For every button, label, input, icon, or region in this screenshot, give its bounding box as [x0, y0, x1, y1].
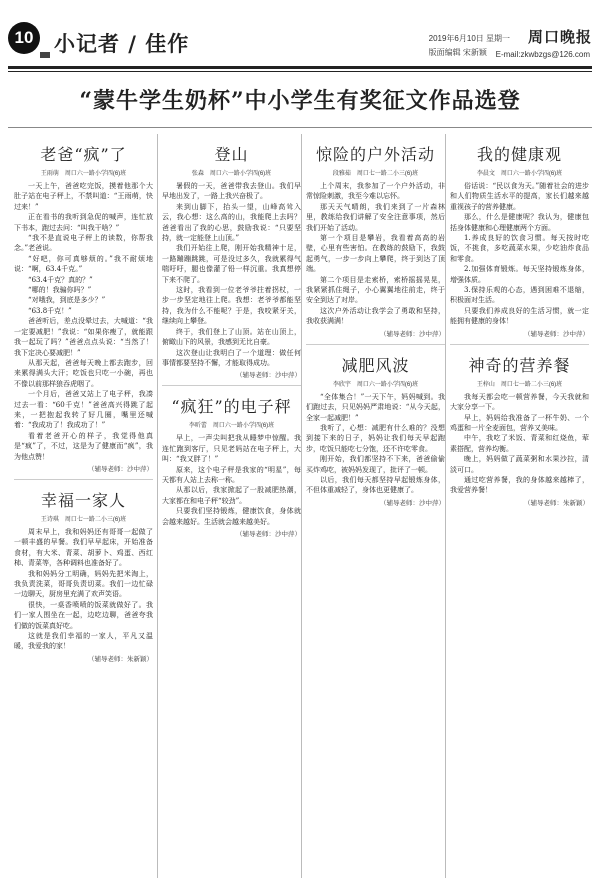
article-title: 惊险的户外活动 [315, 145, 435, 164]
article-paragraph: 周末早上，我和妈妈还有哥哥一起做了一顿丰盛的早餐。我们早早起床，开始准备食材，有大米、青菜、胡萝卜、鸡蛋、西红柿、青菜等，各种调料也准备好了。 [14, 527, 153, 568]
article-paragraph: 原来，这个电子秤是我家的“明星”，每天都有人站上去称一称。 [162, 465, 301, 484]
article-paragraph: 终于，我们登上了山顶。站在山顶上，俯瞰山下的风景，我感到无比自豪。 [162, 327, 301, 347]
column-3 [306, 134, 445, 886]
article [306, 142, 445, 338]
article-paragraph: “63.8千克！” [28, 306, 72, 315]
article-paragraph: 暑假的一天，爸爸带我去登山。我们早早地出发了，一路上我兴奋极了。 [162, 182, 301, 201]
article-paragraph: 上个周末，我参加了一个户外活动，非常惊险刺激，我至今难以忘怀。 [306, 182, 445, 201]
article [162, 394, 301, 538]
article-separator [450, 344, 589, 345]
article-byline: 张森 周口六一路小学四(6)班 [191, 171, 272, 177]
editor-credit: 版面编辑 宋新颖 [428, 48, 487, 57]
article [14, 142, 153, 473]
article-paragraph: 我和妈妈分工明确，妈妈先把米淘上，我负责洗菜，哥哥负责切菜。我们一边忙碌一边聊天，厨房里充满了欢声笑语。 [14, 569, 153, 599]
article-teacher: （辅导老师：沙中萍） [236, 529, 301, 538]
article-separator [14, 479, 153, 480]
page-title: “蒙牛学生奶杯”中小学生有奖征文作品选登 [79, 88, 521, 114]
article-paragraph: 第一个项目是攀岩，我看着高高的岩壁，心里有些害怕。在教练的鼓励下，我鼓起勇气，一步一步向上攀爬，终于到达了顶端。 [306, 234, 445, 274]
article-paragraph: 晚上，妈妈做了蔬菜粥和水果沙拉，清淡可口。 [450, 455, 589, 474]
article-paragraph: “对哦我，到底是多少？” [28, 296, 106, 305]
article-paragraph: 爸爸听后，差点没晕过去，大喊道：“我一定要减肥！”我说：“如果你瘦了，就能跟我一起玩了吗？”爸爸点点头说：“当然了！我下定决心要减肥！” [14, 317, 153, 357]
column-2 [162, 134, 301, 886]
article-paragraph: 刚开始，我们都坚持不下来，爸爸偷偷买炸鸡吃，被妈妈发现了，批评了一顿。 [306, 455, 445, 474]
article-byline: 王诗琪 周口七一路二小三(6)班 [40, 516, 127, 523]
section-pin-decoration [40, 52, 50, 58]
article-paragraph: 那天天气晴朗，我们来到了一片森林里，教练给我们讲解了安全注意事项，然后我们开始了活动。 [306, 202, 445, 232]
article-paragraph: 从那天起，爸爸每天晚上都去跑步，回来累得满头大汗；吃饭也只吃一小碗，再也不像以前那样狼吞虎咽了。 [14, 358, 153, 388]
column-4 [450, 134, 589, 886]
article-paragraph: 从那以后，我家掀起了一股减肥热潮，大家都在和电子秤“较劲”。 [162, 486, 301, 505]
page-number: 10 [8, 22, 40, 54]
article-separator [306, 344, 445, 345]
article-paragraph: 只要我们养成良好的生活习惯，就一定能拥有健康的身体！ [450, 306, 589, 326]
article-paragraph: 只要我们坚持锻炼，健康饮食，身体就会越来越好。生活就会越来越美好。 [162, 507, 301, 526]
article-title: 我的健康观 [476, 145, 562, 164]
article-paragraph: 这时，我看到一位老爷爷拄着拐杖，一步一步坚定地往上爬。我想：老爷爷都能坚持，我为什么不能呢？于是，我咬紧牙关，继续向上攀登。 [162, 286, 301, 326]
article-paragraph: 正在看书的我听到急促的喊声，连忙放下书本，跑过去问：“叫我干啥？” [14, 213, 153, 232]
article-paragraph: 很快，一桌香喷喷的饭菜就做好了。我们一家人围坐在一起，边吃边聊，爸爸夸我们做的饭菜真好吃。 [14, 600, 153, 630]
article-byline: 段雅茹 周口七一路二小三(6)班 [332, 171, 419, 177]
article-paragraph: 早上，一声尖叫把我从睡梦中惊醒。我连忙跑到客厅，只见老妈站在电子秤上，大叫：“我又胖了！” [162, 434, 301, 464]
article [14, 488, 153, 663]
article-teacher: （辅导老师：朱新颖） [88, 654, 153, 663]
article-byline: 王雨萌 周口六一路小学四(6)班 [40, 171, 127, 177]
article-paragraph: 第二个项目是走索桥，索桥摇摇晃晃，我紧紧抓住绳子，小心翼翼地往前走，终于安全到达了对岸。 [306, 275, 445, 305]
article-title: 神奇的营养餐 [468, 355, 571, 375]
article-title: 老爸“疯”了 [40, 145, 127, 164]
article [450, 353, 589, 507]
article-paragraph: “我不是直说电子秤上的读数，你帮我念。”老爸说。 [14, 234, 153, 253]
article-teacher: （辅导老师：沙中萍） [524, 329, 589, 338]
article-separator [162, 385, 301, 386]
article-byline: 李昕蕾 周口六一路小学四(6)班 [188, 423, 275, 430]
article-paragraph: 俗话说：“民以食为天。”随着社会的进步和人们物质生活水平的提高，家长们越来越重视孩子的营养健康。 [450, 182, 589, 211]
article-title: 幸福一家人 [40, 490, 126, 510]
article [306, 353, 445, 507]
article-paragraph: “63.4千克？真的？” [28, 275, 93, 284]
column-rule [445, 134, 446, 878]
article-paragraph: 一天上午，爸爸吃完饭，摸着他那个大肚子站在电子秤上，不禁叫道：“王雨萌，快过来！” [14, 182, 153, 211]
issue-date: 2019年6月10日 星期一 [428, 34, 510, 43]
article-paragraph: 我每天都会吃一顿营养餐，今天我就和大家分享一下。 [450, 392, 589, 412]
title-divider [8, 127, 592, 128]
newspaper-brand: 周口晚报 [527, 28, 592, 46]
article-paragraph: 看着老爸开心的样子，我觉得他真是“疯”了，不过，这是为了健康而“疯”，我为他点赞！ [14, 431, 153, 461]
article-title: “疯狂”的电子秤 [171, 397, 292, 417]
article-paragraph: 3.保持乐观的心态，遇到困难不退缩，积极面对生活。 [450, 286, 589, 305]
article-paragraph: 2.加强体育锻炼。每天坚持锻炼身体，增强体质。 [450, 265, 589, 284]
article-title: 登山 [214, 145, 249, 164]
article-paragraph: 我们开始往上爬，刚开始我精神十足，一路蹦蹦跳跳，可是没过多久，我就累得气喘吁吁，腿也像灌了铅一样沉重。我真想停下来不爬了。 [162, 244, 301, 284]
section-title: 小记者 / 佳作 [54, 31, 190, 56]
article-paragraph: 一个月后，爸爸又站上了电子秤，我凑过去一看：“60千克！”爸爸高兴得跳了起来，一把抱起我转了好几圈，嘴里还喊着：“我成功了！我成功了！” [14, 390, 153, 430]
article-paragraph: 早上，妈妈给我准备了一杯牛奶、一个鸡蛋和一片全麦面包，营养又美味。 [450, 413, 589, 432]
article-paragraph: 1.养成良好的饮食习惯。每天按时吃饭，不挑食，多吃蔬菜水果，少吃油炸食品和零食。 [450, 234, 589, 263]
article-teacher: （辅导老师：沙中萍） [236, 371, 301, 380]
page-header [0, 0, 600, 78]
article-paragraph: 这次户外活动让我学会了勇敢和坚持，我收获满满！ [306, 306, 445, 326]
article-paragraph: 这次登山让我明白了一个道理：做任何事情都要坚持不懈，才能取得成功。 [162, 348, 301, 367]
article-teacher: （辅导老师：沙中萍） [88, 464, 153, 473]
article-paragraph: “全体集合！”一天下午，妈妈喊到。我们跑过去，只见妈妈严肃地说：“从今天起，全家一起减肥！” [306, 392, 445, 422]
column-rule [301, 134, 302, 878]
article-title: 减肥风波 [341, 355, 410, 375]
article-paragraph: 中午，我吃了米饭、青菜和红烧鱼，荤素搭配，营养均衡。 [450, 434, 589, 453]
column-rule [157, 134, 158, 878]
article-paragraph: “好吧，你可真够烦的。”我不耐烦地说：“啊，63.4千克。” [14, 254, 153, 274]
article-paragraph: “哪的！我骗你吗？” [28, 286, 92, 295]
article-teacher: （辅导老师：沙中萍） [380, 329, 445, 338]
column-1 [14, 134, 153, 886]
header-rule-thin [8, 71, 592, 72]
article [450, 142, 589, 338]
article [162, 142, 301, 379]
article-byline: 王梓山 周口七一路二小三(6)班 [476, 381, 563, 388]
article-teacher: （辅导老师：朱新颖） [524, 498, 589, 507]
article-paragraph: 那么，什么是健康呢？我认为，健康包括身体健康和心理健康两个方面。 [450, 213, 589, 232]
article-byline: 李晨文 周口六一路小学四(6)班 [476, 171, 563, 177]
contact-email: E-mail:zkwbzgs@126.com [495, 50, 590, 59]
article-paragraph: 我听了，心想：减肥有什么难的？没想到接下来的日子，妈妈让我们每天早起跑步，吃饭只能吃七分饱，还不许吃零食。 [306, 423, 445, 453]
article-paragraph: 以后，我们每天都坚持早起锻炼身体，不但体重减轻了，身体也更健康了。 [306, 475, 445, 495]
article-byline: 李欣宇 周口六一路小学四(6)班 [332, 381, 419, 388]
article-paragraph: 这就是我们幸福的一家人，平凡又温暖，我爱我的家！ [14, 632, 153, 651]
header-rule [8, 66, 592, 69]
article-paragraph: 来到山脚下，抬头一望，山峰高耸入云，我心想：这么高的山，我能爬上去吗？爸爸看出了我的心思，鼓励我说：“只要坚持，就一定能登上山顶。” [162, 202, 301, 243]
article-teacher: （辅导老师：沙中萍） [380, 498, 445, 507]
article-paragraph: 通过吃营养餐，我的身体越来越棒了，我爱营养餐！ [450, 475, 589, 495]
